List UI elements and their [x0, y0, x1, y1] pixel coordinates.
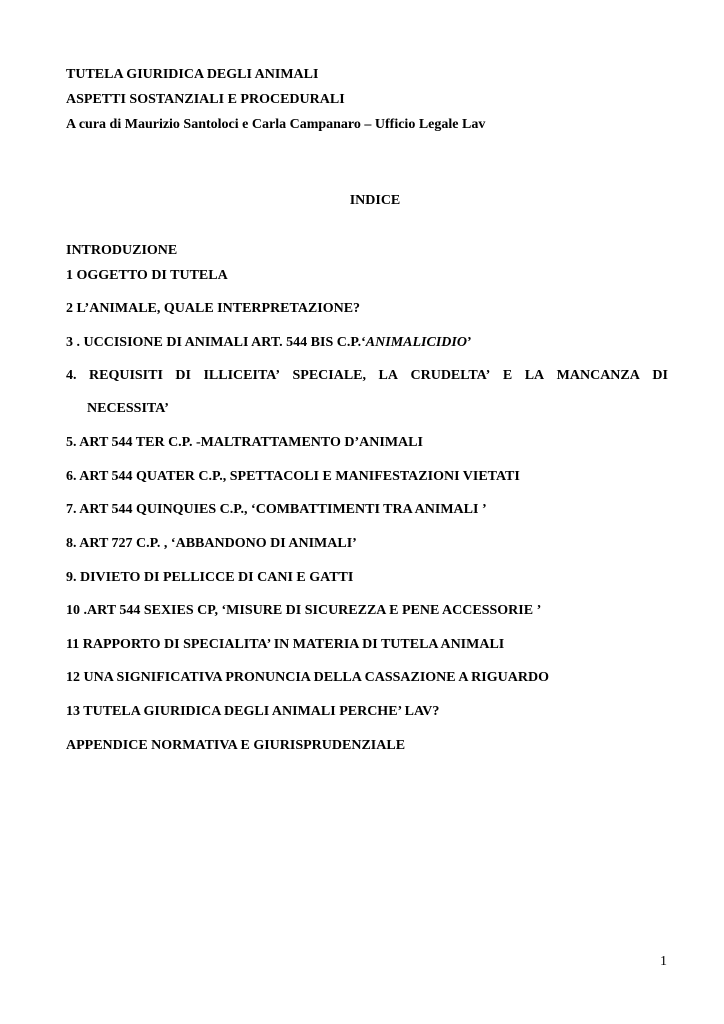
index-item-4-word: DI: [175, 368, 191, 383]
page-number: 1: [660, 954, 667, 969]
index-item-3: [66, 334, 472, 352]
index-item-2: 2 L’ANIMALE, QUALE INTERPRETAZIONE?: [66, 301, 361, 316]
index-item-13: 13 TUTELA GIURIDICA DEGLI ANIMALI PERCHE’ LAV?: [66, 704, 440, 719]
index-item-7: 7. ART 544 QUINQUIES C.P., ‘COMBATTIMENTI TRA ANIMALI ’: [66, 502, 487, 517]
index-item-4-word: LA: [524, 368, 545, 383]
index-item-4-word: DI: [652, 368, 668, 383]
document-authors: A cura di Maurizio Santoloci e Carla Campanaro – Ufficio Legale Lav: [66, 117, 486, 132]
index-item-4-word: 4.: [66, 368, 77, 383]
index-item-9: 9. DIVIETO DI PELLICCE DI CANI E GATTI: [66, 570, 354, 585]
document-subtitle: ASPETTI SOSTANZIALI E PROCEDURALI: [66, 92, 345, 107]
index-item-4-word: LA: [378, 368, 398, 383]
index-item-6: 6. ART 544 QUATER C.P., SPETTACOLI E MANIFESTAZIONI VIETATI: [66, 469, 520, 484]
index-item-1: 1 OGGETTO DI TUTELA: [66, 268, 228, 283]
index-item-appendice: APPENDICE NORMATIVA E GIURISPRUDENZIALE: [66, 738, 406, 753]
index-item-11: 11 RAPPORTO DI SPECIALITA’ IN MATERIA DI TUTELA ANIMALI: [66, 637, 505, 652]
index-item-5: 5. ART 544 TER C.P. -MALTRATTAMENTO D’ANIMALI: [66, 435, 423, 450]
index-item-8: 8. ART 727 C.P. , ‘ABBANDONO DI ANIMALI’: [66, 536, 357, 551]
index-item-4: [66, 367, 668, 385]
index-item-4-word: E: [502, 368, 513, 383]
index-item-12: 12 UNA SIGNIFICATIVA PRONUNCIA DELLA CASSAZIONE A RIGUARDO: [66, 670, 549, 685]
index-item-3-italic: ANIMALICIDIO: [365, 335, 467, 350]
index-heading: INDICE: [349, 193, 401, 208]
index-item-4-continuation: NECESSITA’: [87, 401, 169, 416]
index-item-3-text: 3 . UCCISIONE DI ANIMALI ART. 544 BIS C.P.‘: [66, 335, 366, 350]
index-item-4-word: CRUDELTA’: [410, 368, 491, 383]
index-item-3-closing: ’: [466, 335, 472, 350]
index-item-4-word: ILLICEITA’: [203, 368, 280, 383]
index-item-10: 10 .ART 544 SEXIES CP, ‘MISURE DI SICUREZZA E PENE ACCESSORIE ’: [66, 603, 542, 618]
index-item-introduzione: INTRODUZIONE: [66, 243, 178, 258]
index-item-4-word: SPECIALE,: [292, 368, 367, 383]
document-title: TUTELA GIURIDICA DEGLI ANIMALI: [66, 67, 319, 82]
index-item-4-word: MANCANZA: [556, 368, 640, 383]
index-item-4-word: REQUISITI: [89, 368, 163, 383]
